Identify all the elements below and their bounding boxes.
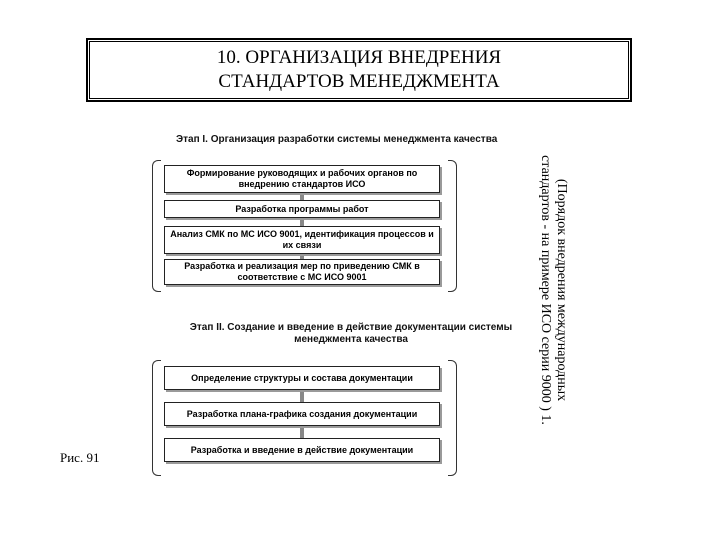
figure-label: Рис. 91 xyxy=(60,450,100,465)
stage2-title-line-1: Этап II. Создание и введение в действие документации системы xyxy=(189,322,513,333)
stage1-step-3: Анализ СМК по МС ИСО 9001, идентификация процессов и их связи xyxy=(164,226,440,254)
stage1-bracket-right xyxy=(448,160,457,292)
stage1-bracket-left xyxy=(152,160,161,292)
stage2-step-1: Определение структуры и состава документации xyxy=(164,366,440,390)
stage2-title xyxy=(176,322,526,346)
figure-caption xyxy=(537,140,569,440)
stage1-step-2: Разработка программы работ xyxy=(164,200,440,218)
stage1-title: Этап I. Организация разработки системы менеджмента качества xyxy=(176,134,498,145)
stage2-bracket-right xyxy=(448,360,457,476)
figure-caption-line-1: (Порядок внедрения международных xyxy=(554,178,569,402)
slide-title xyxy=(88,46,630,94)
stage2-step-3: Разработка и введение в действие документации xyxy=(164,438,440,462)
stage2-step-2: Разработка плана-графика создания документации xyxy=(164,402,440,426)
stage2-title-line-2: менеджмента качества xyxy=(294,334,408,345)
stage2-bracket-left xyxy=(152,360,161,476)
stage1-step-4: Разработка и реализация мер по приведению СМК в соответствие с МС ИСО 9001 xyxy=(164,259,440,285)
stage1-step-1: Формирование руководящих и рабочих органов по внедрению стандартов ИСО xyxy=(164,165,440,193)
title-frame xyxy=(86,38,632,102)
figure-caption-line-2: стандартов - на примере ИСО серии 9000 ) 1. xyxy=(538,155,553,425)
slide-title-line-2: СТАНДАРТОВ МЕНЕДЖМЕНТА xyxy=(218,71,500,92)
slide-title-line-1: 10. ОРГАНИЗАЦИЯ ВНЕДРЕНИЯ xyxy=(216,47,502,68)
